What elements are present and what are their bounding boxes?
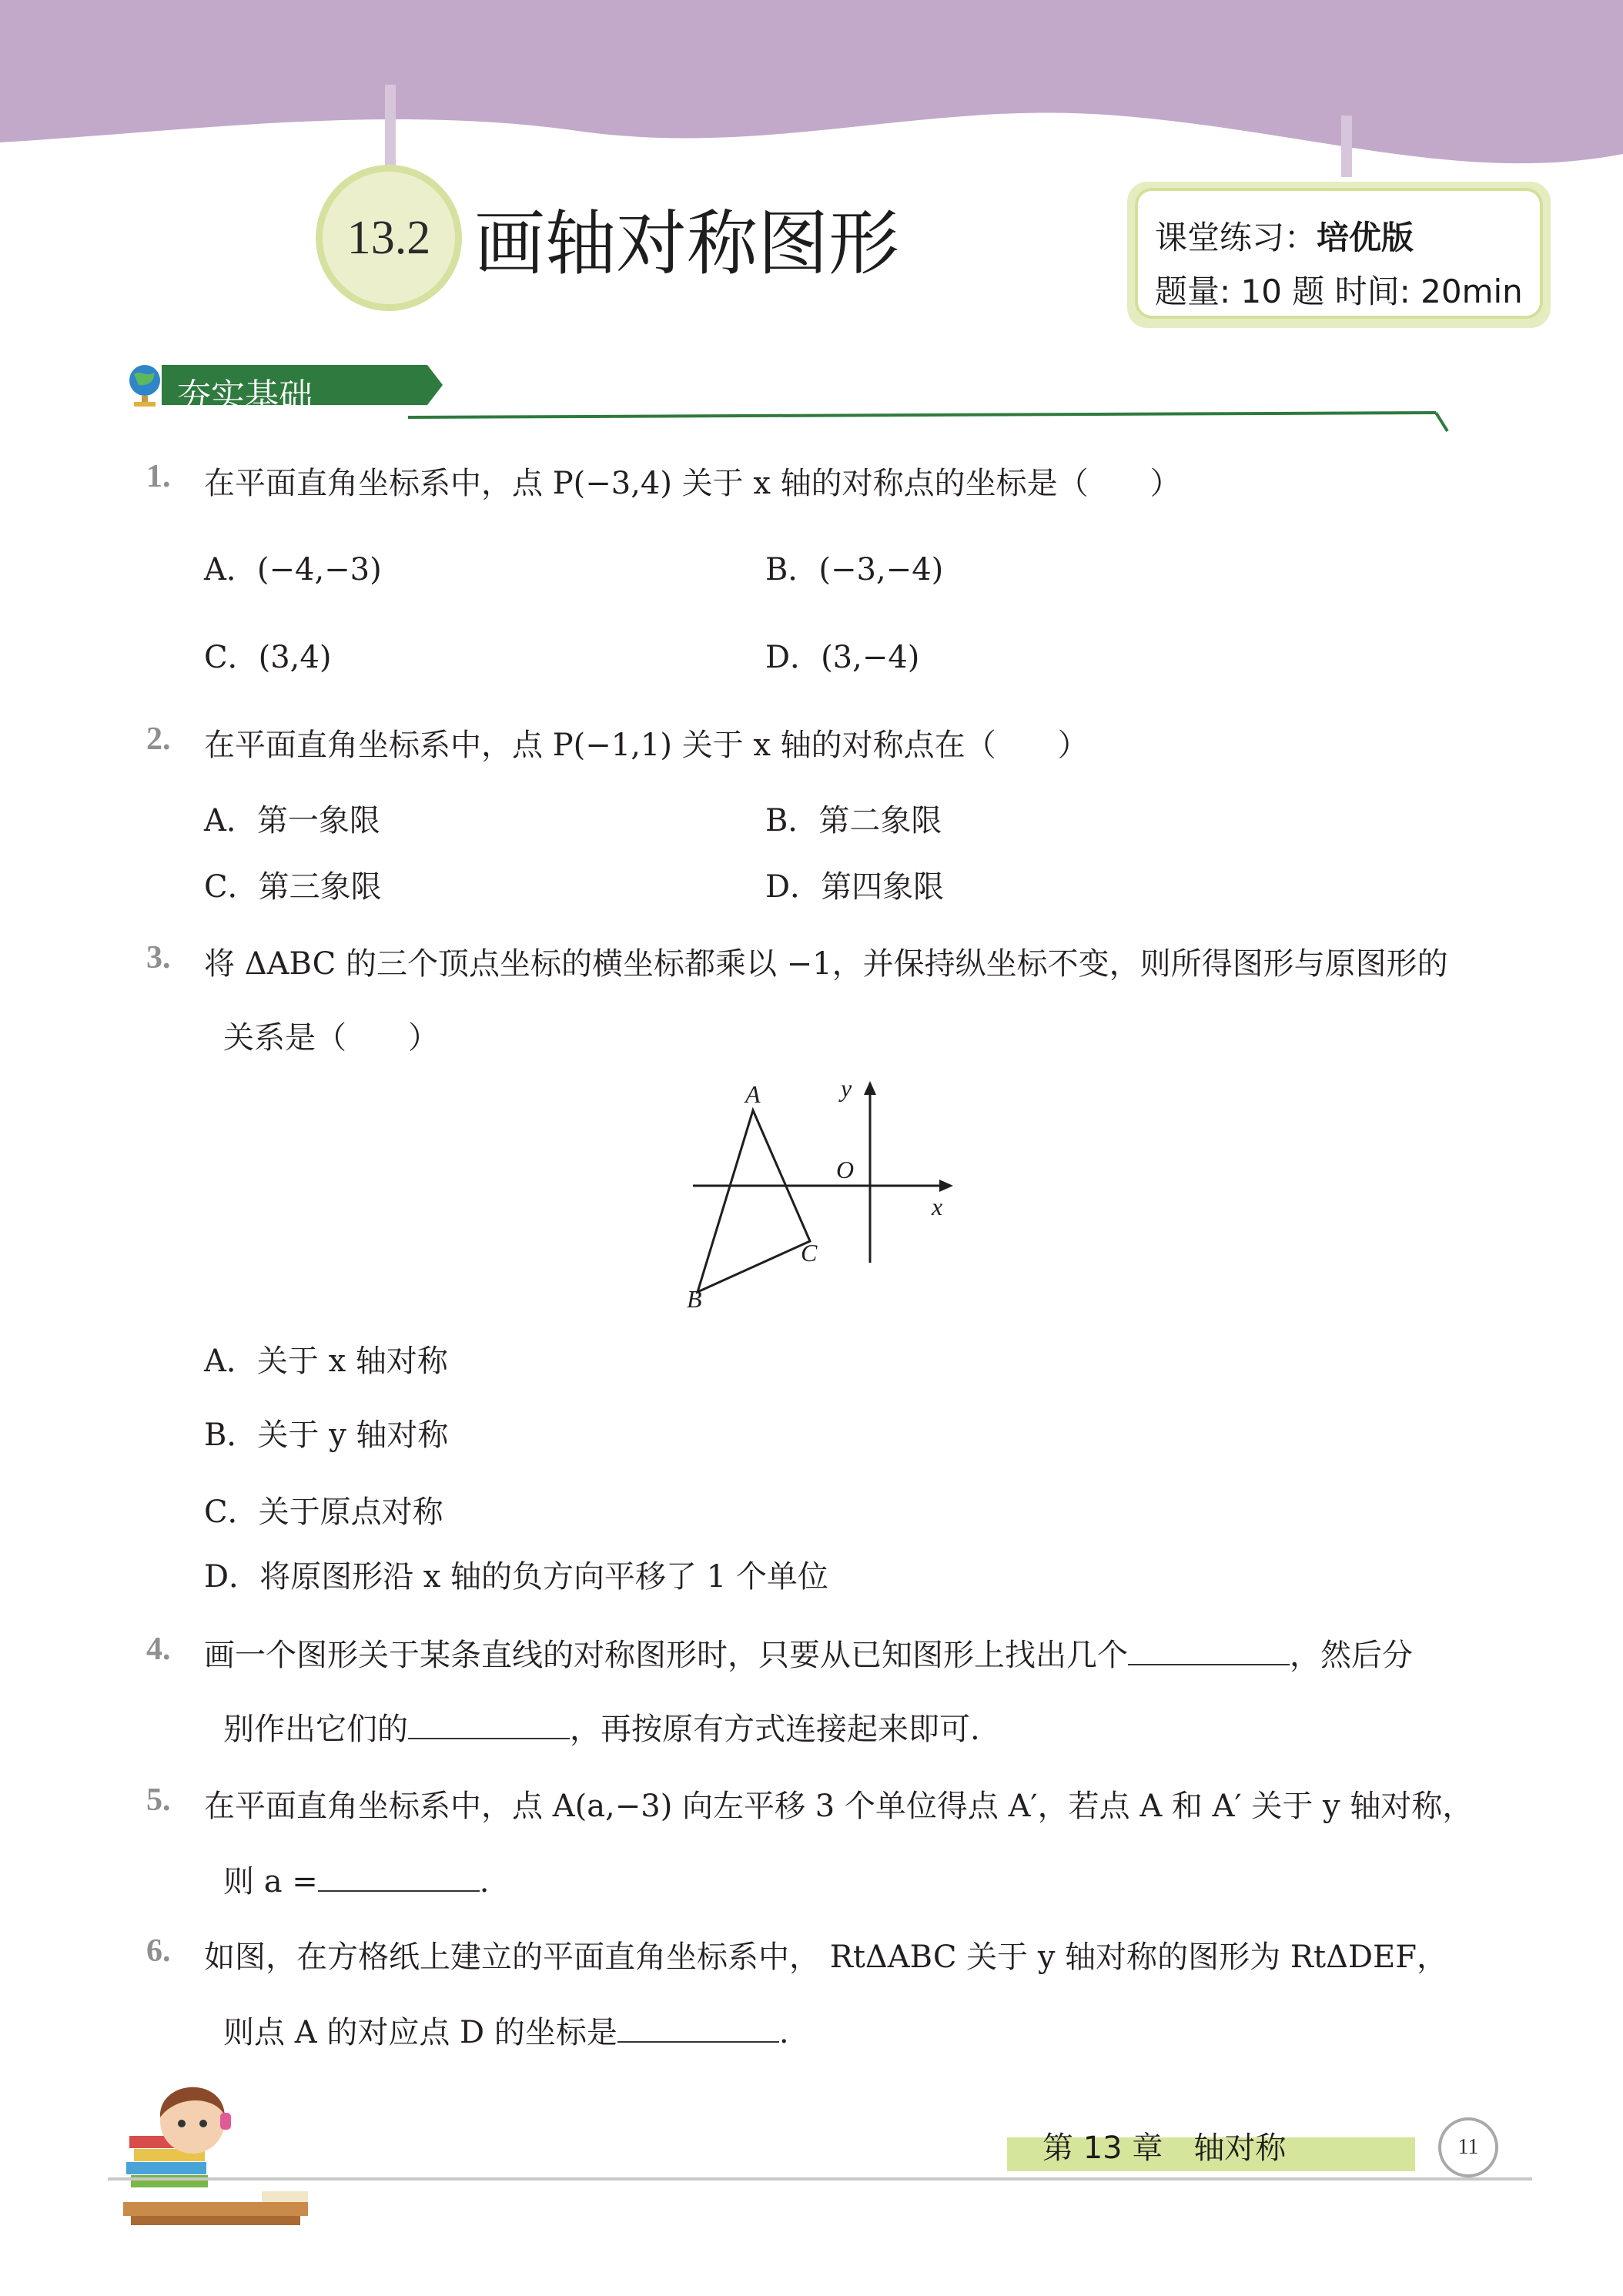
vertex-b-label: B [687, 1285, 702, 1313]
answer-blank[interactable] [318, 1863, 480, 1892]
option-a: A．第一象限 [204, 803, 380, 838]
question-text-part: . [778, 2015, 789, 2050]
vertex-a-label: A [745, 1080, 761, 1108]
globe-icon [123, 360, 169, 410]
option-c: C．(3,4) [204, 640, 332, 675]
question-text: 将 ΔABC 的三个顶点坐标的横坐标都乘以 −1，并保持纵坐标不变，则所得图形与原图形的 [204, 946, 1448, 982]
option-a: A．关于 x 轴对称 [204, 1344, 448, 1379]
question-text: 在平面直角坐标系中，点 A(a,−3) 向左平移 3 个单位得点 A′，若点 A 和 A′ 关于 y 轴对称， [204, 1789, 1474, 1824]
practice-label-line [1155, 213, 1414, 259]
question-text: 如图，在方格纸上建立的平面直角坐标系中， RtΔABC 关于 y 轴对称的图形为 RtΔDEF， [204, 1940, 1447, 1975]
option-a: A．(−4,−3) [204, 552, 382, 587]
question-text-continued [223, 1857, 490, 1901]
question-number: 6. [146, 1933, 171, 1969]
x-axis-label: x [932, 1193, 943, 1220]
question-number: 4. [146, 1632, 171, 1667]
answer-blank[interactable] [408, 1710, 570, 1739]
question-text-continued [223, 1705, 980, 1749]
option-d: D．将原图形沿 x 轴的负方向平移了 1 个单位 [204, 1559, 828, 1595]
option-b: B．第二象限 [765, 803, 942, 838]
option-b: B．(−3,−4) [765, 552, 944, 587]
question-text: 在平面直角坐标系中，点 P(−3,4) 关于 x 轴的对称点的坐标是（ ） [204, 466, 1181, 501]
question-number: 1. [146, 459, 171, 494]
section-number-badge: 13.2 [316, 165, 462, 311]
answer-blank[interactable] [1128, 1636, 1290, 1665]
question-number: 3. [146, 940, 171, 976]
practice-meta: 题量: 10 题 时间: 20min [1155, 273, 1523, 310]
question-text-continued: 关系是（ ） [223, 1020, 439, 1056]
option-c: C．第三象限 [204, 869, 382, 905]
option-d: D．(3,−4) [765, 640, 920, 675]
footer-rule [108, 2177, 1532, 2181]
section-heading-text: 夯实基础 [177, 377, 313, 416]
question-text-part: 画一个图形关于某条直线的对称图形时，只要从已知图形上找出几个 [204, 1638, 1128, 1673]
option-b: B．关于 y 轴对称 [204, 1417, 449, 1453]
question-text-part: 别作出它们的 [223, 1712, 408, 1747]
question-text-part: 则 a = [223, 1864, 318, 1899]
footer-chapter: 第 13 章 轴对称 [1042, 2130, 1287, 2166]
option-d: D．第四象限 [765, 869, 945, 905]
question-text-part: ，然后分 [1290, 1638, 1413, 1673]
practice-label: 课堂练习： [1155, 219, 1317, 256]
question-number: 5. [146, 1782, 171, 1818]
question-text: 在平面直角坐标系中，点 P(−1,1) 关于 x 轴的对称点在（ ） [204, 728, 1089, 763]
page-title: 画轴对称图形 [474, 202, 900, 285]
question-text-part: ，再按原有方式连接起来即可. [570, 1712, 980, 1747]
page-number: 11 [1438, 2117, 1498, 2177]
option-c: C．关于原点对称 [204, 1494, 443, 1530]
vertex-c-label: C [801, 1239, 818, 1267]
question-text-part: . [479, 1864, 490, 1899]
origin-label: O [836, 1156, 855, 1183]
triangle-coordinate-figure [662, 1070, 970, 1317]
answer-blank[interactable] [617, 2013, 779, 2043]
question-text [204, 1631, 1413, 1675]
question-text-part: 则点 A 的对应点 D 的坐标是 [223, 2015, 617, 2050]
practice-edition: 培优版 [1317, 219, 1414, 256]
question-number: 2. [146, 721, 171, 757]
question-text-continued [223, 2008, 789, 2052]
section-heading-ribbon [119, 356, 1451, 433]
student-reading-illustration [108, 2048, 323, 2225]
header-wave-banner [0, 0, 1623, 177]
y-axis-label: y [841, 1074, 852, 1102]
